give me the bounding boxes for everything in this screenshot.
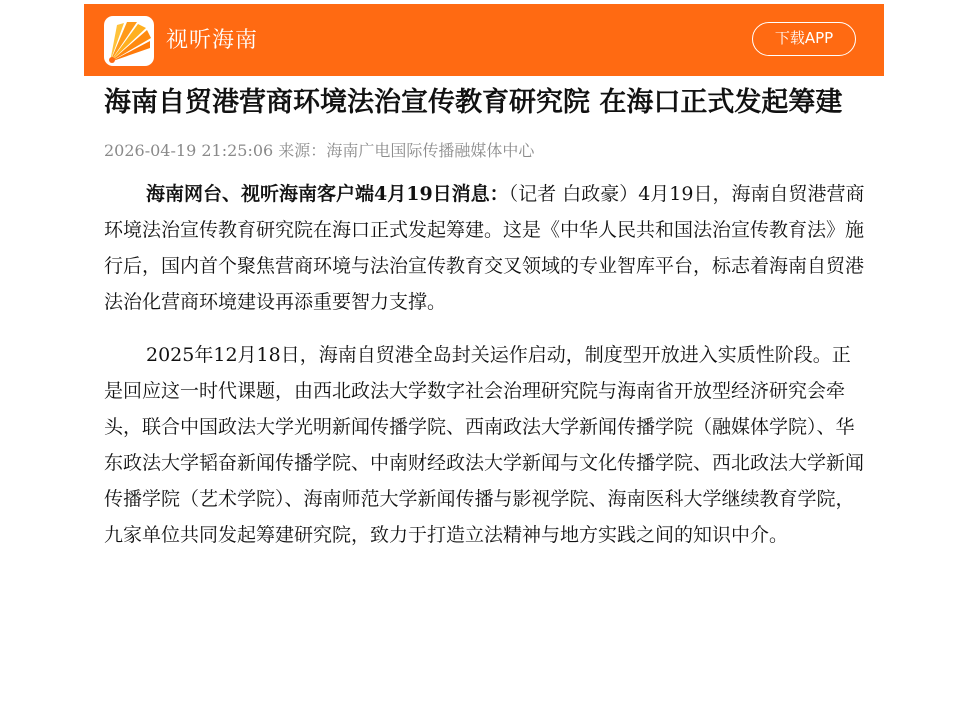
source-label: 来源： bbox=[278, 141, 327, 160]
paragraph-text: （记者 白政豪）4月19日，海南自贸港营商环境法治宣传教育研究院在海口正式发起筹建。这是《中华人民共和国法治宣传教育法》施行后，国内首个聚焦营商环境与法治宣传教育交叉领域的专业智库平台，标志着海南自贸港法治化营商环境建设再添重要智力支撑。 bbox=[104, 183, 865, 313]
app-name: 视听海南 bbox=[166, 28, 259, 53]
download-app-button[interactable]: 下载APP bbox=[752, 22, 856, 56]
app-logo[interactable] bbox=[104, 16, 154, 66]
article-paragraph bbox=[104, 176, 866, 320]
article-paragraph bbox=[104, 337, 866, 553]
paragraph-text: 2025年12月18日，海南自贸港全岛封关运作启动，制度型开放进入实质性阶段。正是回应这一时代课题，由西北政法大学数字社会治理研究院与海南省开放型经济研究会牵头，联合中国政法大学光明新闻传播学院、西南政法大学新闻传播学院（融媒体学院）、华东政法大学韬奋新闻传播学院、中南财经政法大学新闻与文化传播学院、西北政法大学新闻传播学院（艺术学院）、海南师范大学新闻传播与影视学院、海南医科大学继续教育学院，九家单位共同发起筹建研究院，致力于打造立法精神与地方实践之间的知识中介。 bbox=[104, 344, 865, 546]
article bbox=[104, 78, 866, 553]
article-meta bbox=[104, 139, 866, 163]
paragraph-lead: 海南网台、视听海南客户端4月19日消息： bbox=[146, 183, 509, 205]
sunburst-logo-icon bbox=[104, 16, 154, 66]
article-title: 海南自贸港营商环境法治宣传教育研究院 在海口正式发起筹建 bbox=[104, 87, 843, 118]
published-time: 2026-04-19 21:25:06 bbox=[104, 141, 274, 160]
top-header-bar bbox=[84, 4, 884, 76]
source-name: 海南广电国际传播融媒体中心 bbox=[326, 141, 535, 160]
